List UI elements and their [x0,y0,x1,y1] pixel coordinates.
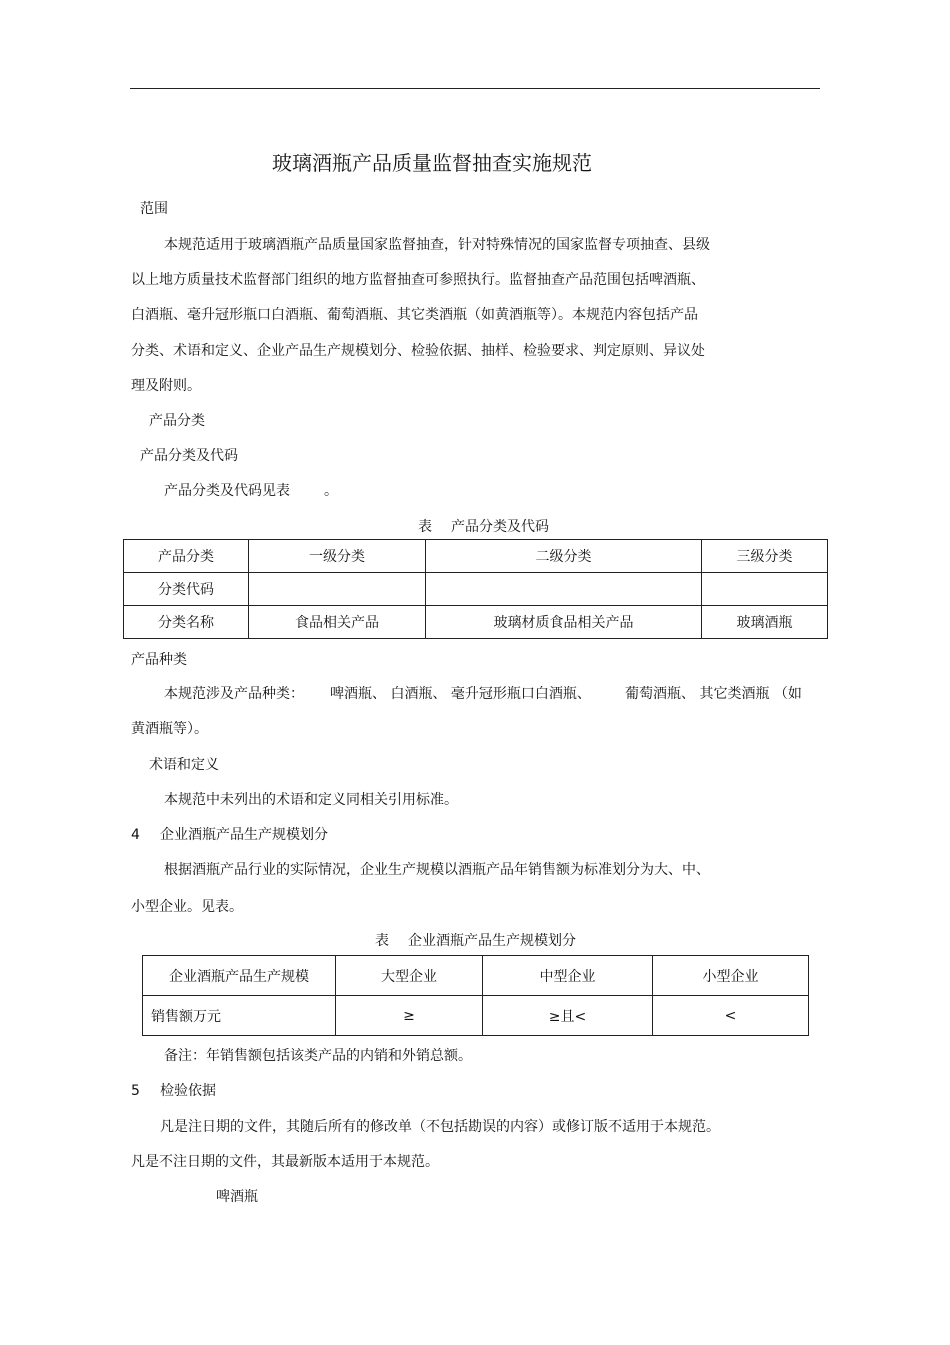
table-cell: ≥且< [483,996,653,1036]
table-row [124,540,828,573]
table-row [124,573,828,606]
beer-bottle-subheading: 啤酒瓶 [216,1189,258,1205]
basis-line-1: 凡是注日期的文件，其随后所有的修改单（不包括勘误的内容）或修订版不适用于本规范。 [160,1119,720,1135]
table-cell: 玻璃酒瓶 [702,606,828,639]
table-cell: 销售额万元 [143,996,336,1036]
table-row [124,606,828,639]
header-rule [130,88,820,89]
product-types-line-1b: 啤酒瓶、 白酒瓶、 毫升冠形瓶口白酒瓶、 [330,686,591,702]
codes-text-end: 。 [324,483,338,499]
table-cell: 分类名称 [124,606,249,639]
scale-number: 4 [131,827,140,843]
table1-caption: 产品分类及代码 [451,519,549,535]
table-cell: < [653,996,809,1036]
scope-line-1: 本规范适用于玻璃酒瓶产品质量国家监督抽查，针对特殊情况的国家监督专项抽查、县级 [164,237,710,253]
basis-number: 5 [131,1083,140,1099]
table-cell [702,573,828,606]
scope-line-3: 白酒瓶、毫升冠形瓶口白酒瓶、葡萄酒瓶、其它类酒瓶（如黄酒瓶等）。本规范内容包括产品 [131,307,698,323]
table-cell: 一级分类 [249,540,426,573]
table2-caption: 企业酒瓶产品生产规模划分 [408,933,576,949]
table-row [143,956,809,996]
scale-heading: 企业酒瓶产品生产规模划分 [160,827,328,843]
terms-text: 本规范中未列出的术语和定义同相关引用标准。 [164,792,458,808]
scale-line-1: 根据酒瓶产品行业的实际情况，企业生产规模以酒瓶产品年销售额为标准划分为大、中、 [164,862,710,878]
scope-line-5: 理及附则。 [131,378,201,394]
classification-heading: 产品分类 [149,413,205,429]
table-cell: 产品分类 [124,540,249,573]
table-cell: 食品相关产品 [249,606,426,639]
table-row [143,996,809,1036]
codes-text: 产品分类及代码见表 [164,483,290,499]
codes-heading: 产品分类及代码 [140,448,238,464]
scale-table [142,955,809,1036]
terms-heading: 术语和定义 [149,757,219,773]
table2-caption-prefix: 表 [375,933,389,949]
scope-line-2: 以上地方质量技术监督部门组织的地方监督抽查可参照执行。监督抽查产品范围包括啤酒瓶、 [131,272,705,288]
table-cell [249,573,426,606]
table-cell: ≥ [336,996,483,1036]
product-types-line-1c: 葡萄酒瓶、 其它类酒瓶 （如 [625,686,802,702]
table-cell: 玻璃材质食品相关产品 [426,606,702,639]
scale-line-2: 小型企业。见表。 [131,899,243,915]
table-cell: 二级分类 [426,540,702,573]
table-cell: 三级分类 [702,540,828,573]
table-cell: 企业酒瓶产品生产规模 [143,956,336,996]
table1-caption-prefix: 表 [418,519,432,535]
document-title: 玻璃酒瓶产品质量监督抽查实施规范 [272,151,592,175]
table2-note: 备注：年销售额包括该类产品的内销和外销总额。 [164,1048,472,1064]
product-types-line-1a: 本规范涉及产品种类： [164,686,304,702]
basis-heading: 检验依据 [160,1083,216,1099]
table-cell: 大型企业 [336,956,483,996]
classification-table [123,539,828,639]
table-cell: 分类代码 [124,573,249,606]
scope-heading: 范围 [140,201,168,217]
basis-line-2: 凡是不注日期的文件，其最新版本适用于本规范。 [131,1154,439,1170]
product-types-heading: 产品种类 [131,652,187,668]
table-cell [426,573,702,606]
table-cell: 小型企业 [653,956,809,996]
scope-line-4: 分类、术语和定义、企业产品生产规模划分、检验依据、抽样、检验要求、判定原则、异议处 [131,343,705,359]
product-types-line-2: 黄酒瓶等）。 [131,721,208,737]
table-cell: 中型企业 [483,956,653,996]
